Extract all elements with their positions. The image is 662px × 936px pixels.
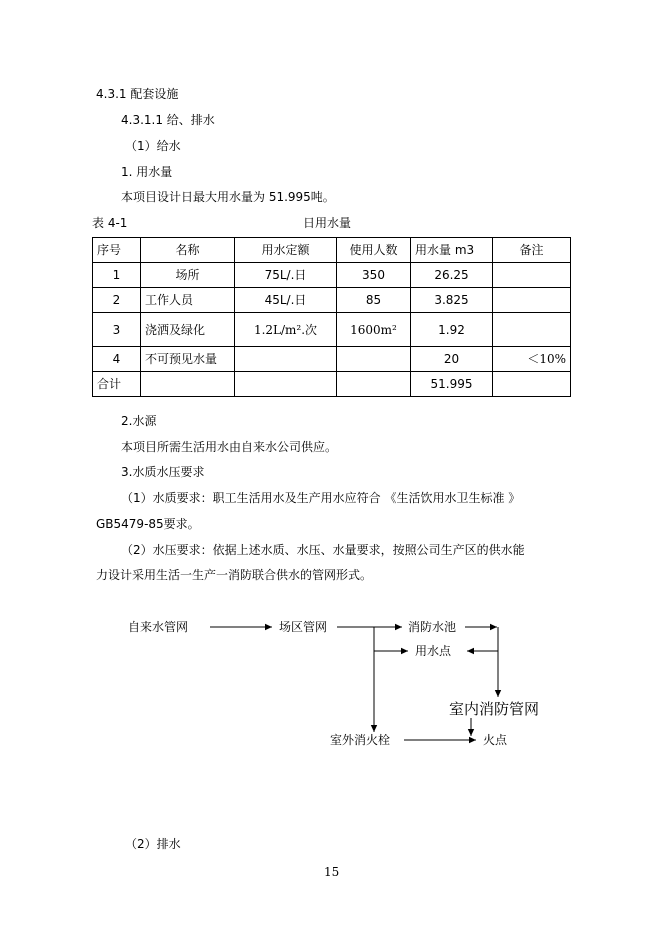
cell-no: 4 (93, 347, 141, 372)
table-header-row (93, 238, 571, 263)
cell-name: 浇洒及绿化 (141, 313, 235, 347)
header-cell: 名称 (141, 238, 235, 263)
table-row (93, 313, 571, 347)
flow-node-indoor-fire-network: 室内消防管网 (449, 700, 540, 718)
flow-node-outdoor-hydrant: 室外消火栓 (330, 733, 391, 747)
page-number: 15 (324, 865, 340, 879)
table-caption: 日用水量 (303, 216, 352, 230)
item-quality-pressure: 3.水质水压要求 (121, 465, 205, 479)
cell-empty (493, 372, 571, 397)
cell-name: 场所 (141, 263, 235, 288)
flow-node-fire-point: 火点 (483, 733, 508, 747)
cell-quota: 1.2L/m².次 (235, 313, 337, 347)
cell-total-amount: 51.995 (411, 372, 493, 397)
item-water-supply: （1）给水 (125, 139, 181, 153)
item-water-use: 1. 用水量 (121, 165, 173, 179)
cell-name: 不可预见水量 (141, 347, 235, 372)
cell-empty (235, 372, 337, 397)
item-water-source: 2.水源 (121, 414, 157, 428)
header-cell: 使用人数 (337, 238, 411, 263)
text-quality-line1: （1）水质要求：职工生活用水及生产用水应符合 《生活饮用水卫生标准 》 (121, 491, 521, 505)
cell-note (493, 288, 571, 313)
table-row (93, 288, 571, 313)
table-label: 表 4-1 (92, 216, 128, 230)
cell-people (337, 347, 411, 372)
header-cell: 用水定额 (235, 238, 337, 263)
cell-amount: 26.25 (411, 263, 493, 288)
flow-node-fire-pool: 消防水池 (408, 620, 457, 634)
section-title: 4.3.1 配套设施 (96, 87, 179, 101)
text-quality-line2: GB5479-85要求。 (96, 517, 200, 531)
cell-no: 1 (93, 263, 141, 288)
table-row (93, 263, 571, 288)
text-pressure-line2: 力设计采用生活一生产一消防联合供水的管网形式。 (96, 568, 373, 582)
cell-people: 350 (337, 263, 411, 288)
cell-amount: 3.825 (411, 288, 493, 313)
text-water-source: 本项目所需生活用水由自来水公司供应。 (121, 440, 338, 454)
flow-node-tap-network: 自来水管网 (128, 620, 189, 634)
table-row (93, 347, 571, 372)
cell-quota: 45L/.日 (235, 288, 337, 313)
cell-note (493, 313, 571, 347)
text-max-water: 本项目设计日最大用水量为 51.995吨。 (121, 190, 335, 204)
text-pressure-line1: （2）水压要求：依据上述水质、水压、水量要求，按照公司生产区的供水能 (121, 543, 525, 557)
cell-people: 85 (337, 288, 411, 313)
flow-node-use-point: 用水点 (415, 644, 452, 658)
cell-no: 2 (93, 288, 141, 313)
cell-note (493, 263, 571, 288)
cell-total-label: 合计 (93, 372, 141, 397)
header-cell: 备注 (493, 238, 571, 263)
cell-note: ＜10% (493, 347, 571, 372)
cell-quota: 75L/.日 (235, 263, 337, 288)
table-total-row (93, 372, 571, 397)
cell-quota (235, 347, 337, 372)
subsection-title: 4.3.1.1 给、排水 (121, 113, 215, 127)
cell-people: 1600m² (337, 313, 411, 347)
cell-empty (141, 372, 235, 397)
header-cell: 用水量 m3 (411, 238, 493, 263)
cell-empty (337, 372, 411, 397)
water-usage-table (92, 237, 571, 397)
item-drainage: （2）排水 (125, 837, 181, 851)
cell-name: 工作人员 (141, 288, 235, 313)
header-cell: 序号 (93, 238, 141, 263)
flow-node-site-network: 场区管网 (279, 620, 328, 634)
cell-amount: 20 (411, 347, 493, 372)
cell-amount: 1.92 (411, 313, 493, 347)
cell-no: 3 (93, 313, 141, 347)
